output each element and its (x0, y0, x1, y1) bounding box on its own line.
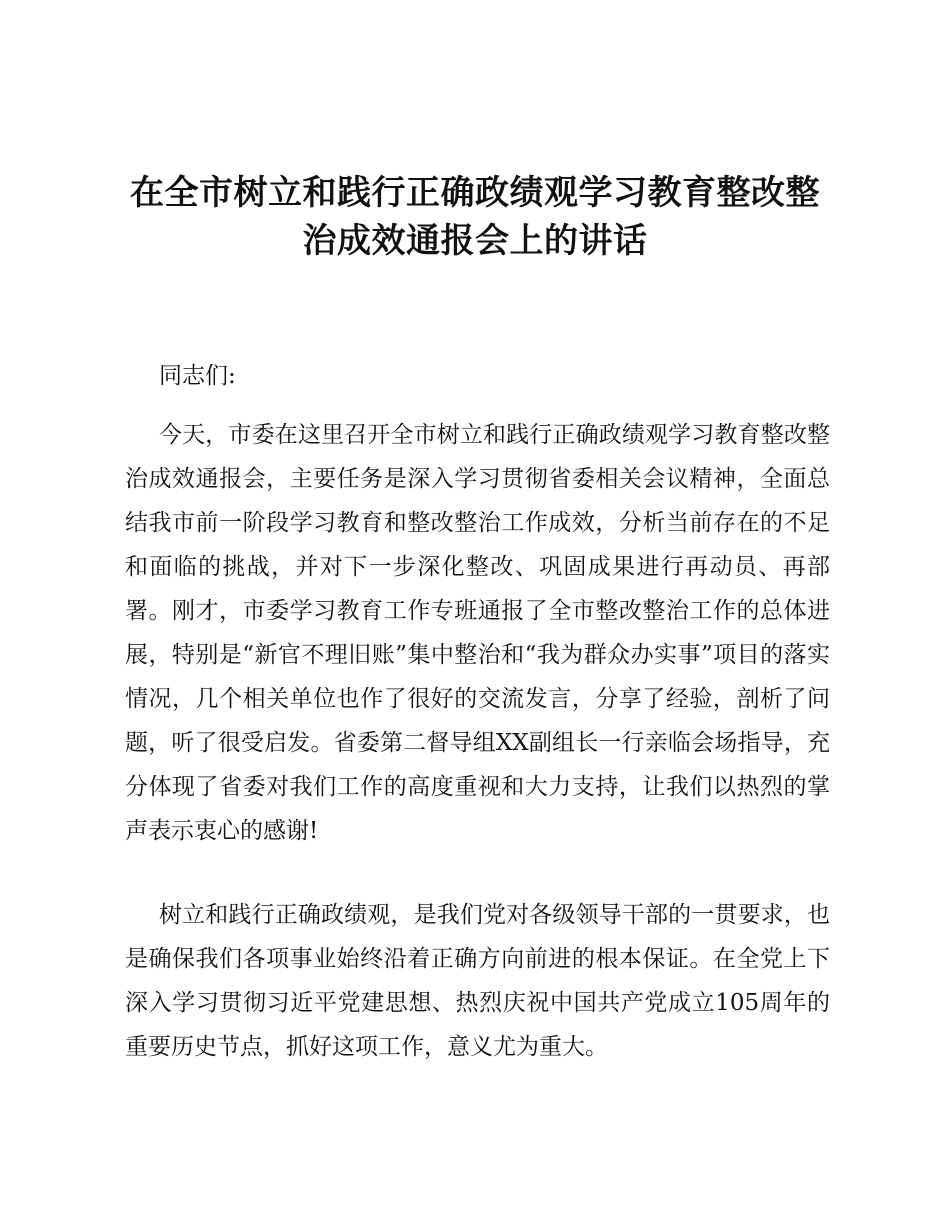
paragraph-1: 今天，市委在这里召开全市树立和践行正确政绩观学习教育整改整治成效通报会，主要任务是深入学习贯彻省委相关会议精神，全面总结我市前一阶段学习教育和整改整治工作成效，分析当前存在的不足和面临的挑战，并对下一步深化整改、巩固成果进行再动员、再部署。刚才，市委学习教育工作专班通报了全市整改整治工作的总体进展，特别是“新官不理旧账”集中整治和“我为群众办实事”项目的落实情况，几个相关单位也作了很好的交流发言，分享了经验，剖析了问题，听了很受启发。省委第二督导组XX副组长一行亲临会场指导，充分体现了省委对我们工作的高度重视和大力支持，让我们以热烈的掌声表示衷心的感谢! (125, 422, 830, 844)
paragraph-2: 树立和践行正确政绩观，是我们党对各级领导干部的一贯要求，也是确保我们各项事业始终沿着正确方向前进的根本保证。在全党上下深入学习贯彻习近平党建思想、热烈庆祝中国共产党成立105周年的重要历史节点，抓好这项工作，意义尤为重大。 (125, 902, 830, 1060)
document-title-line-2: 治成效通报会上的讲话 (302, 221, 648, 261)
document-title-line-1: 在全市树立和践行正确政绩观学习教育整改整 (130, 173, 820, 213)
salutation: 同志们: (159, 363, 236, 389)
